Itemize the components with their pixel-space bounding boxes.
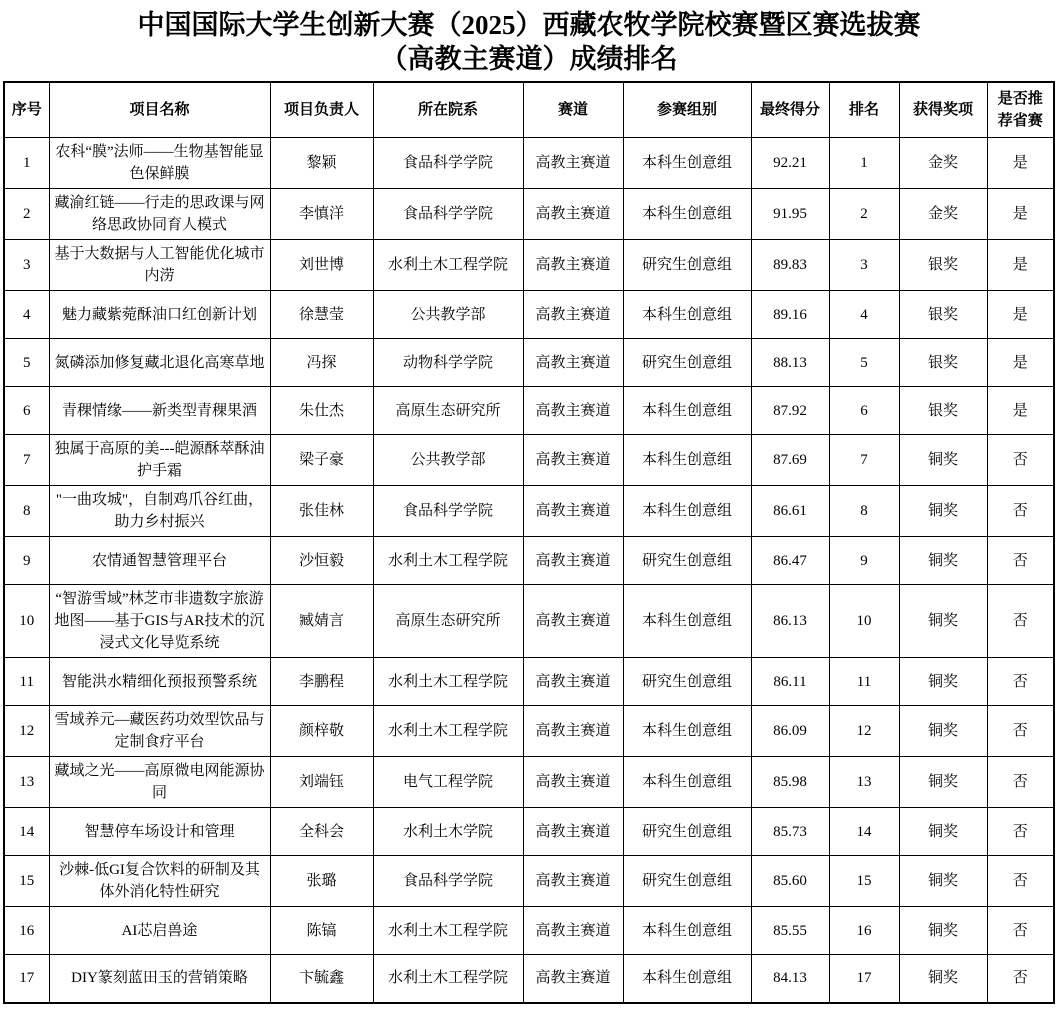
table-row <box>4 339 1054 387</box>
cell-recommend-provincial: 否 <box>987 808 1054 856</box>
cell-award: 铜奖 <box>899 808 987 856</box>
cell-recommend-provincial: 否 <box>987 585 1054 658</box>
cell-serial-number: 17 <box>4 955 49 1003</box>
cell-track: 高教主赛道 <box>523 808 623 856</box>
table-row <box>4 757 1054 808</box>
cell-serial-number: 13 <box>4 757 49 808</box>
cell-recommend-provincial: 否 <box>987 907 1054 955</box>
table-row <box>4 955 1054 1003</box>
cell-serial-number: 3 <box>4 240 49 291</box>
table-row <box>4 537 1054 585</box>
cell-project-name: DIY篆刻蓝田玉的营销策略 <box>49 955 270 1003</box>
col-header-project-name: 项目名称 <box>49 82 270 138</box>
cell-group: 研究生创意组 <box>623 856 751 907</box>
table-row <box>4 486 1054 537</box>
cell-project-leader: 徐慧莹 <box>270 291 373 339</box>
cell-department: 食品科学学院 <box>373 138 523 189</box>
title-line-2: （高教主赛道）成绩排名 <box>380 44 678 74</box>
cell-project-name: 沙棘-低GI复合饮料的研制及其体外消化特性研究 <box>49 856 270 907</box>
col-header-department: 所在院系 <box>373 82 523 138</box>
results-table-body <box>4 138 1054 1003</box>
cell-final-score: 87.69 <box>751 435 829 486</box>
cell-final-score: 89.83 <box>751 240 829 291</box>
cell-department: 公共教学部 <box>373 291 523 339</box>
cell-project-name: 基于大数据与人工智能优化城市内涝 <box>49 240 270 291</box>
cell-rank: 1 <box>829 138 899 189</box>
cell-serial-number: 16 <box>4 907 49 955</box>
cell-rank: 17 <box>829 955 899 1003</box>
cell-rank: 16 <box>829 907 899 955</box>
cell-award: 铜奖 <box>899 706 987 757</box>
cell-award: 银奖 <box>899 291 987 339</box>
cell-department: 食品科学学院 <box>373 856 523 907</box>
cell-project-name: “智游雪域”林芝市非遗数字旅游地图——基于GIS与AR技术的沉浸式文化导览系统 <box>49 585 270 658</box>
cell-track: 高教主赛道 <box>523 658 623 706</box>
cell-award: 铜奖 <box>899 486 987 537</box>
cell-project-name: 藏域之光——高原微电网能源协同 <box>49 757 270 808</box>
cell-recommend-provincial: 是 <box>987 240 1054 291</box>
cell-group: 本科生创意组 <box>623 486 751 537</box>
cell-project-name: 智能洪水精细化预报预警系统 <box>49 658 270 706</box>
cell-recommend-provincial: 否 <box>987 706 1054 757</box>
cell-recommend-provincial: 是 <box>987 138 1054 189</box>
cell-serial-number: 1 <box>4 138 49 189</box>
cell-serial-number: 14 <box>4 808 49 856</box>
cell-project-leader: 梁子豪 <box>270 435 373 486</box>
col-header-award: 获得奖项 <box>899 82 987 138</box>
table-row <box>4 435 1054 486</box>
table-row <box>4 189 1054 240</box>
cell-final-score: 86.13 <box>751 585 829 658</box>
cell-serial-number: 4 <box>4 291 49 339</box>
cell-department: 高原生态研究所 <box>373 387 523 435</box>
cell-project-leader: 陈镐 <box>270 907 373 955</box>
cell-recommend-provincial: 否 <box>987 537 1054 585</box>
cell-final-score: 91.95 <box>751 189 829 240</box>
cell-recommend-provincial: 否 <box>987 955 1054 1003</box>
cell-rank: 12 <box>829 706 899 757</box>
cell-rank: 11 <box>829 658 899 706</box>
cell-rank: 9 <box>829 537 899 585</box>
cell-project-leader: 黎颖 <box>270 138 373 189</box>
cell-department: 水利土木学院 <box>373 808 523 856</box>
cell-group: 研究生创意组 <box>623 658 751 706</box>
cell-award: 金奖 <box>899 189 987 240</box>
cell-final-score: 85.60 <box>751 856 829 907</box>
cell-project-leader: 颜梓敬 <box>270 706 373 757</box>
table-row <box>4 658 1054 706</box>
table-row <box>4 138 1054 189</box>
cell-rank: 8 <box>829 486 899 537</box>
cell-rank: 10 <box>829 585 899 658</box>
cell-department: 水利土木工程学院 <box>373 706 523 757</box>
cell-department: 动物科学学院 <box>373 339 523 387</box>
cell-department: 高原生态研究所 <box>373 585 523 658</box>
cell-final-score: 86.11 <box>751 658 829 706</box>
cell-track: 高教主赛道 <box>523 486 623 537</box>
table-header-row <box>4 82 1054 138</box>
table-row <box>4 706 1054 757</box>
table-row <box>4 907 1054 955</box>
cell-award: 银奖 <box>899 339 987 387</box>
cell-serial-number: 2 <box>4 189 49 240</box>
cell-serial-number: 11 <box>4 658 49 706</box>
cell-department: 食品科学学院 <box>373 189 523 240</box>
cell-department: 水利土木工程学院 <box>373 658 523 706</box>
col-header-serial-number: 序号 <box>4 82 49 138</box>
cell-recommend-provincial: 否 <box>987 856 1054 907</box>
cell-group: 研究生创意组 <box>623 240 751 291</box>
cell-final-score: 88.13 <box>751 339 829 387</box>
cell-final-score: 85.55 <box>751 907 829 955</box>
cell-project-leader: 沙恒毅 <box>270 537 373 585</box>
cell-project-leader: 张璐 <box>270 856 373 907</box>
cell-department: 水利土木工程学院 <box>373 907 523 955</box>
cell-award: 银奖 <box>899 387 987 435</box>
cell-track: 高教主赛道 <box>523 856 623 907</box>
cell-award: 铜奖 <box>899 435 987 486</box>
cell-track: 高教主赛道 <box>523 291 623 339</box>
cell-track: 高教主赛道 <box>523 955 623 1003</box>
cell-project-name: 魅力藏紫菀酥油口红创新计划 <box>49 291 270 339</box>
cell-award: 铜奖 <box>899 537 987 585</box>
cell-rank: 13 <box>829 757 899 808</box>
cell-recommend-provincial: 是 <box>987 339 1054 387</box>
cell-track: 高教主赛道 <box>523 138 623 189</box>
cell-department: 水利土木工程学院 <box>373 537 523 585</box>
cell-project-name: 农科“膜”法师——生物基智能显色保鲜膜 <box>49 138 270 189</box>
cell-department: 水利土木工程学院 <box>373 240 523 291</box>
cell-track: 高教主赛道 <box>523 907 623 955</box>
cell-track: 高教主赛道 <box>523 240 623 291</box>
cell-serial-number: 15 <box>4 856 49 907</box>
cell-department: 水利土木工程学院 <box>373 955 523 1003</box>
cell-track: 高教主赛道 <box>523 339 623 387</box>
cell-group: 本科生创意组 <box>623 291 751 339</box>
cell-final-score: 89.16 <box>751 291 829 339</box>
cell-final-score: 87.92 <box>751 387 829 435</box>
cell-award: 铜奖 <box>899 955 987 1003</box>
cell-department: 食品科学学院 <box>373 486 523 537</box>
cell-department: 电气工程学院 <box>373 757 523 808</box>
cell-project-leader: 刘端钰 <box>270 757 373 808</box>
cell-serial-number: 6 <box>4 387 49 435</box>
cell-track: 高教主赛道 <box>523 706 623 757</box>
cell-rank: 15 <box>829 856 899 907</box>
cell-group: 本科生创意组 <box>623 907 751 955</box>
cell-rank: 4 <box>829 291 899 339</box>
cell-group: 本科生创意组 <box>623 189 751 240</box>
cell-track: 高教主赛道 <box>523 387 623 435</box>
col-header-track: 赛道 <box>523 82 623 138</box>
cell-serial-number: 10 <box>4 585 49 658</box>
cell-group: 研究生创意组 <box>623 339 751 387</box>
cell-project-name: 青稞情缘——新类型青稞果酒 <box>49 387 270 435</box>
cell-project-leader: 卞毓鑫 <box>270 955 373 1003</box>
cell-group: 本科生创意组 <box>623 585 751 658</box>
cell-project-leader: 朱仕杰 <box>270 387 373 435</box>
cell-track: 高教主赛道 <box>523 757 623 808</box>
cell-award: 铜奖 <box>899 856 987 907</box>
col-header-rank: 排名 <box>829 82 899 138</box>
cell-department: 公共教学部 <box>373 435 523 486</box>
cell-project-name: 独属于高原的美---皑源酥萃酥油护手霜 <box>49 435 270 486</box>
cell-project-leader: 臧婧言 <box>270 585 373 658</box>
cell-final-score: 86.47 <box>751 537 829 585</box>
cell-track: 高教主赛道 <box>523 189 623 240</box>
cell-group: 本科生创意组 <box>623 706 751 757</box>
cell-project-name: AI芯启兽途 <box>49 907 270 955</box>
cell-final-score: 84.13 <box>751 955 829 1003</box>
cell-group: 本科生创意组 <box>623 955 751 1003</box>
results-table <box>3 81 1055 1004</box>
cell-group: 本科生创意组 <box>623 435 751 486</box>
cell-group: 研究生创意组 <box>623 808 751 856</box>
title-line-1: 中国国际大学生创新大赛（2025）西藏农牧学院校赛暨区赛选拔赛 <box>137 10 921 40</box>
cell-award: 铜奖 <box>899 658 987 706</box>
cell-recommend-provincial: 否 <box>987 757 1054 808</box>
cell-track: 高教主赛道 <box>523 585 623 658</box>
cell-recommend-provincial: 是 <box>987 291 1054 339</box>
cell-project-leader: 李慎洋 <box>270 189 373 240</box>
col-header-group: 参赛组别 <box>623 82 751 138</box>
col-header-final-score: 最终得分 <box>751 82 829 138</box>
cell-project-name: 藏渝红链——行走的思政课与网络思政协同育人模式 <box>49 189 270 240</box>
cell-rank: 14 <box>829 808 899 856</box>
table-row <box>4 585 1054 658</box>
col-header-recommend-provincial: 是否推荐省赛 <box>987 82 1054 138</box>
cell-rank: 7 <box>829 435 899 486</box>
cell-group: 研究生创意组 <box>623 537 751 585</box>
cell-project-leader: 张佳林 <box>270 486 373 537</box>
cell-final-score: 86.61 <box>751 486 829 537</box>
table-row <box>4 856 1054 907</box>
cell-award: 铜奖 <box>899 585 987 658</box>
cell-rank: 3 <box>829 240 899 291</box>
cell-rank: 2 <box>829 189 899 240</box>
table-row <box>4 387 1054 435</box>
table-row <box>4 291 1054 339</box>
cell-final-score: 86.09 <box>751 706 829 757</box>
col-header-project-leader: 项目负责人 <box>270 82 373 138</box>
table-row <box>4 240 1054 291</box>
cell-serial-number: 12 <box>4 706 49 757</box>
cell-project-leader: 全科会 <box>270 808 373 856</box>
cell-award: 金奖 <box>899 138 987 189</box>
cell-rank: 5 <box>829 339 899 387</box>
cell-group: 本科生创意组 <box>623 138 751 189</box>
cell-project-name: 智慧停车场设计和管理 <box>49 808 270 856</box>
cell-final-score: 85.73 <box>751 808 829 856</box>
cell-serial-number: 9 <box>4 537 49 585</box>
cell-project-name: 氮磷添加修复藏北退化高寒草地 <box>49 339 270 387</box>
cell-serial-number: 5 <box>4 339 49 387</box>
cell-final-score: 85.98 <box>751 757 829 808</box>
document-title <box>0 0 1058 76</box>
cell-serial-number: 8 <box>4 486 49 537</box>
cell-recommend-provincial: 否 <box>987 486 1054 537</box>
cell-recommend-provincial: 是 <box>987 387 1054 435</box>
table-row <box>4 808 1054 856</box>
cell-serial-number: 7 <box>4 435 49 486</box>
cell-project-name: "一曲攻城"，自制鸡爪谷红曲，助力乡村振兴 <box>49 486 270 537</box>
cell-award: 铜奖 <box>899 757 987 808</box>
cell-project-leader: 冯探 <box>270 339 373 387</box>
cell-track: 高教主赛道 <box>523 435 623 486</box>
cell-award: 银奖 <box>899 240 987 291</box>
cell-award: 铜奖 <box>899 907 987 955</box>
cell-project-leader: 李鹏程 <box>270 658 373 706</box>
cell-project-name: 雪域养元—藏医药功效型饮品与定制食疗平台 <box>49 706 270 757</box>
cell-recommend-provincial: 否 <box>987 658 1054 706</box>
cell-project-leader: 刘世博 <box>270 240 373 291</box>
cell-group: 本科生创意组 <box>623 757 751 808</box>
cell-rank: 6 <box>829 387 899 435</box>
cell-track: 高教主赛道 <box>523 537 623 585</box>
cell-group: 本科生创意组 <box>623 387 751 435</box>
cell-final-score: 92.21 <box>751 138 829 189</box>
cell-recommend-provincial: 否 <box>987 435 1054 486</box>
cell-project-name: 农情通智慧管理平台 <box>49 537 270 585</box>
cell-recommend-provincial: 是 <box>987 189 1054 240</box>
